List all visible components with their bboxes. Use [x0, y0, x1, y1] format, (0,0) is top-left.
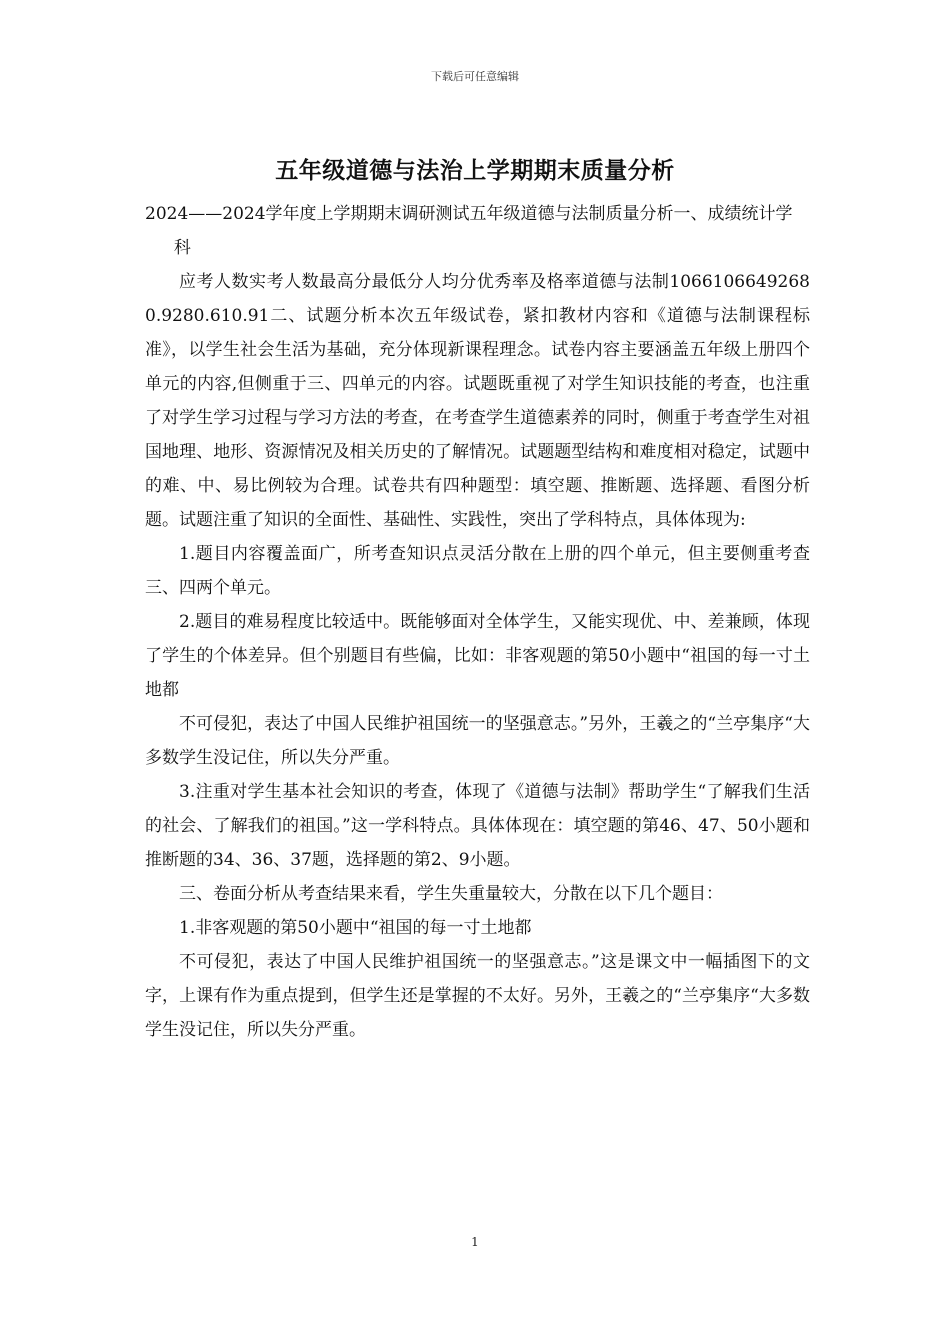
- paragraph-point-2-continued: 不可侵犯，表达了中国人民维护祖国统一的坚强意志。”另外，王羲之的“兰亭集序“大多数学生没记住，所以失分严重。: [145, 714, 810, 768]
- paragraph-section-3-item-1: 1.非客观题的第50小题中“祖国的每一寸土地都: [179, 918, 532, 938]
- page-number: 1: [471, 1235, 479, 1249]
- paragraph-point-2: 2.题目的难易程度比较适中。既能够面对全体学生，又能实现优、中、差兼顾，体现了学生的个体差异。但个别题目有些偏，比如：非客观题的第50小题中“祖国的每一寸土地都: [145, 612, 810, 700]
- document-title: 五年级道德与法治上学期期末质量分析: [275, 158, 675, 184]
- paragraph-subject: 科: [173, 238, 191, 258]
- paragraph-point-1: 1.题目内容覆盖面广，所考查知识点灵活分散在上册的四个单元，但主要侧重考查三、四两个单元。: [145, 544, 810, 598]
- paragraph-intro: 2024——2024学年度上学期期末调研测试五年级道德与法制质量分析一、成绩统计学: [145, 204, 793, 224]
- paragraph-section-3-item-1-continued: 不可侵犯，表达了中国人民维护祖国统一的坚强意志。”这是课文中一幅插图下的文字，上课有作为重点提到，但学生还是掌握的不太好。另外，王羲之的“兰亭集序“大多数学生没记住，所以失分严重。: [145, 952, 810, 1040]
- paragraph-analysis: 应考人数实考人数最高分最低分人均分优秀率及格率道德与法制10661066492680.9280.610.91二、试题分析本次五年级试卷，紧扣教材内容和《道德与法制课程标准》，以学生社会生活为基础，充分体现新课程理念。试卷内容主要涵盖五年级上册四个单元的内容,但侧重于三、四单元的内容。试题既重视了对学生知识技能的考查，也注重了对学生学习过程与学习方法的考查，在考查学生道德素养的同时，侧重于考查学生对祖国地理、地形、资源情况及相关历史的了解情况。试题题型结构和难度相对稳定，试题中的难、中、易比例较为合理。试卷共有四种题型：填空题、推断题、选择题、看图分析题。试题注重了知识的全面性、基础性、实践性，突出了学科特点，具体体现为:: [145, 272, 810, 530]
- paragraph-section-3: 三、卷面分析从考查结果来看，学生失重量较大，分散在以下几个题目：: [179, 884, 723, 904]
- document-body: [145, 197, 810, 1047]
- paragraph-point-3: 3.注重对学生基本社会知识的考查，体现了《道德与法制》帮助学生“了解我们生活的社会、了解我们的祖国。”这一学科特点。具体体现在：填空题的第46、47、50小题和推断题的34、36、37题，选择题的第2、9小题。: [145, 782, 810, 870]
- page-header-note: 下载后可任意编辑: [431, 70, 519, 83]
